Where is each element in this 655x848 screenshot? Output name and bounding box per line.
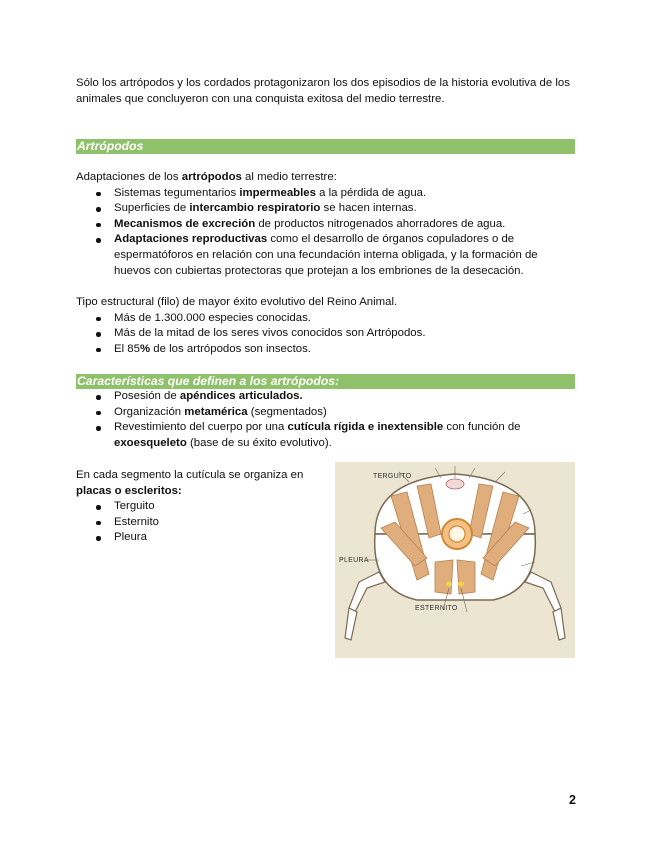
cross-section-illustration (335, 462, 575, 658)
segments-list (76, 499, 326, 546)
adaptations-lead: Adaptaciones de los artrópodos al medio terrestre: (76, 171, 337, 183)
intro-paragraph: Sólo los artrópodos y los cordados protagonizaron los dos episodios de la historia evolutiva de los animales que concluyeron con una conquista exitosa del medio terrestre. (76, 77, 570, 105)
list-item: Sistemas tegumentarios impermeables a la pérdida de agua. (76, 186, 566, 202)
list-item: El 85% de los artrópodos son insectos. (76, 342, 566, 358)
segments-lead-bold: placas o escleritos: (76, 484, 182, 497)
list-item: Organización metamérica (segmentados) (76, 405, 566, 421)
segments-block (76, 468, 326, 546)
characteristics-list (76, 389, 566, 451)
list-item: Esternito (76, 515, 326, 531)
adaptations-list (76, 186, 566, 280)
list-item: Superficies de intercambio respiratorio se hacen internas. (76, 201, 566, 217)
page-number: 2 (569, 793, 576, 807)
list-item: Revestimiento del cuerpo por una cutícula rígida e inextensible con función de exoesqueleto (base de su éxito evolutivo). (76, 420, 566, 451)
list-item: Más de la mitad de los seres vivos conocidos son Artrópodos. (76, 326, 566, 342)
characteristics-block (76, 389, 566, 451)
list-item: Posesión de apéndices articulados. (76, 389, 566, 405)
success-block (76, 295, 566, 357)
success-lead: Tipo estructural (filo) de mayor éxito evolutivo del Reino Animal. (76, 296, 398, 308)
list-item: Pleura (76, 530, 326, 546)
success-list (76, 311, 566, 358)
list-item: Adaptaciones reproductivas como el desarrollo de órganos copuladores o de espermatóforos en relación con una fecundación interna obligada, y la formación de huevos con cubiertas protectoras que protejan a los embriones de la desecación. (76, 232, 566, 279)
section-heading-caracteristicas: Características que definen a los artrópodos: (76, 374, 575, 389)
pleura-label: PLEURA (339, 557, 369, 564)
sternite-label: ESTERNITO (415, 605, 458, 612)
segments-lead: En cada segmento la cutícula se organiza en (76, 469, 304, 481)
list-item: Terguito (76, 499, 326, 515)
tergite-label: TERGUITO (373, 473, 412, 480)
section-heading-artropodos: Artrópodos (76, 139, 575, 154)
list-item: Mecanismos de excreción de productos nitrogenados ahorradores de agua. (76, 217, 566, 233)
list-item: Más de 1.300.000 especies conocidas. (76, 311, 566, 327)
arthropod-cross-section-figure (335, 462, 575, 658)
adaptations-block (76, 170, 566, 279)
